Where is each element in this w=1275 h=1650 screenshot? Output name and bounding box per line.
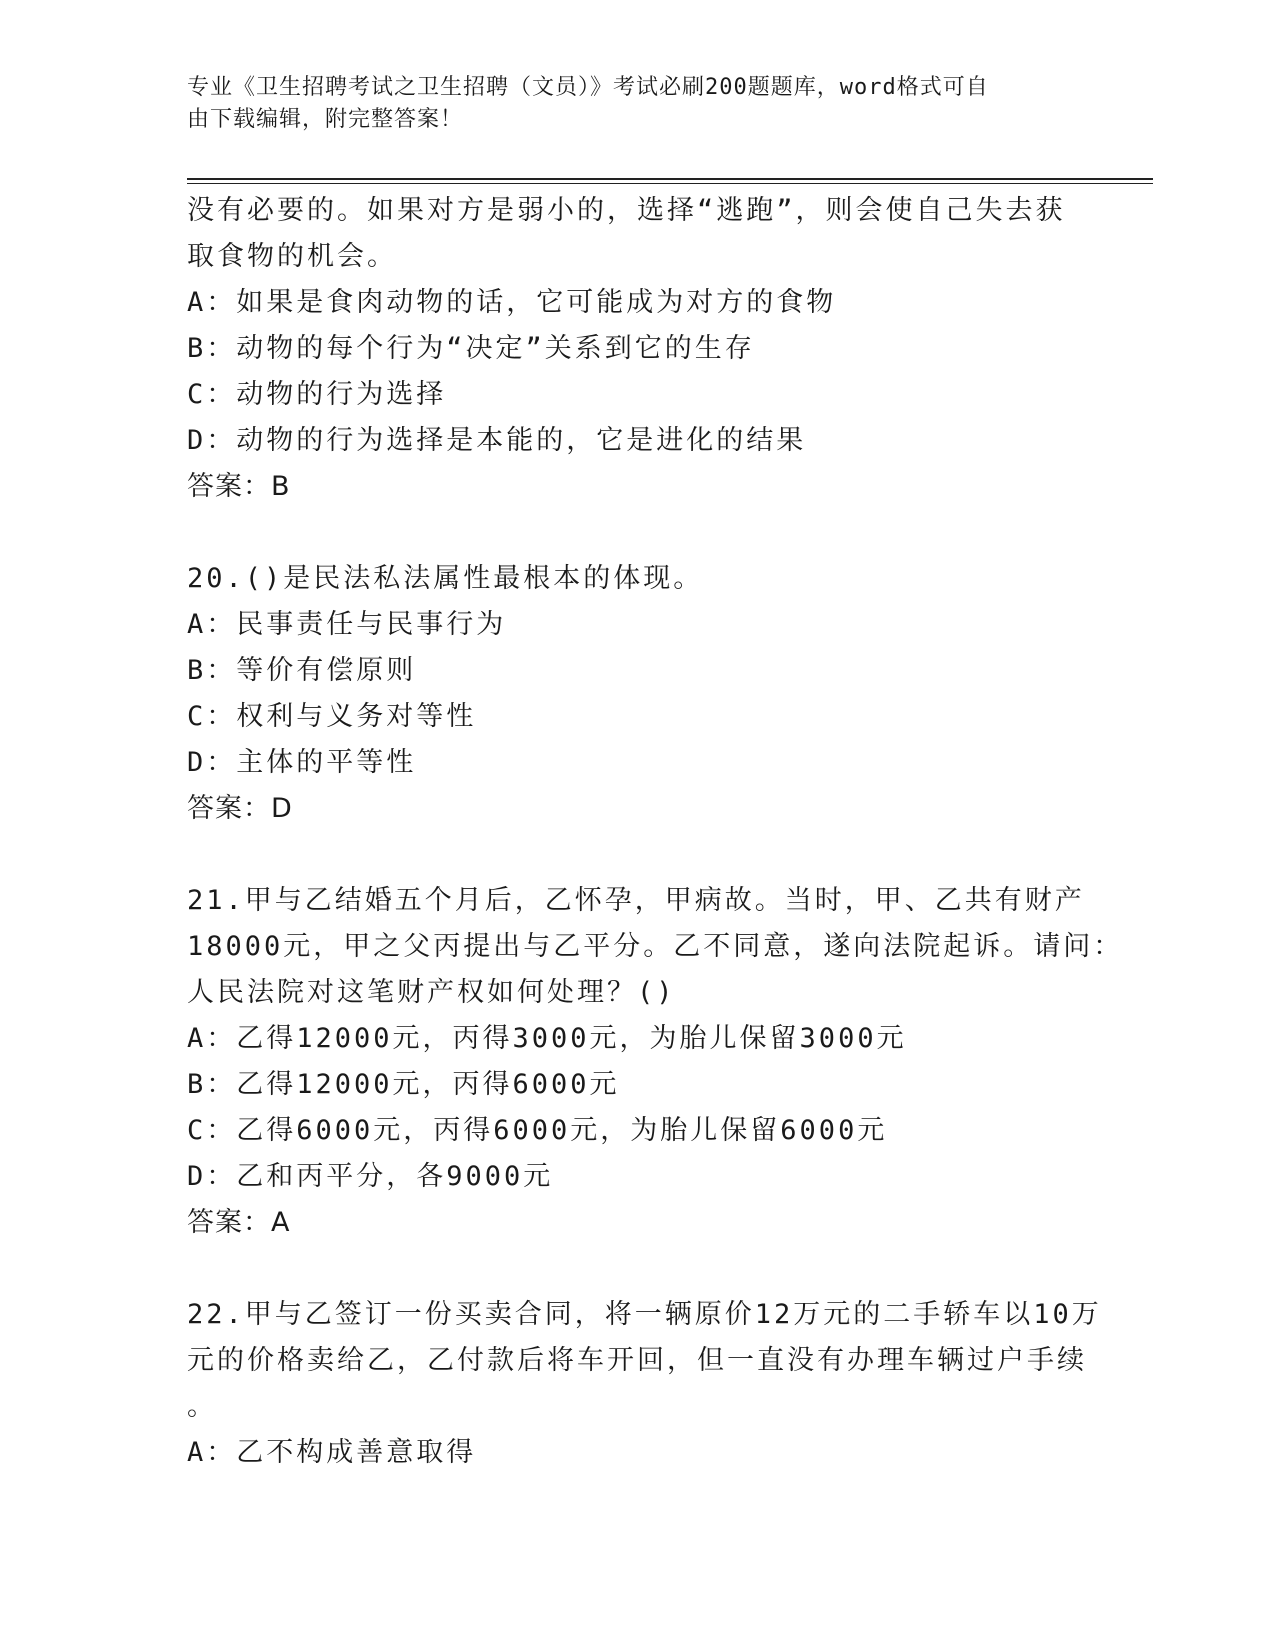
question-text-line: 21.甲与乙结婚五个月后，乙怀孕，甲病故。当时，甲、乙共有财产 [187,885,1085,916]
question-20 [187,556,1087,832]
option-a: A：乙不构成善意取得 [187,1437,477,1468]
option-d: D：乙和丙平分，各9000元 [187,1161,554,1192]
answer-line: 答案：A [187,1207,291,1238]
option-a: A：如果是食肉动物的话，它可能成为对方的食物 [187,287,837,318]
answer-line: 答案：B [187,471,291,502]
option-c: C：乙得6000元，丙得6000元，为胎儿保留6000元 [187,1115,888,1146]
question-text-line: 取食物的机会。 [187,241,397,272]
document-body [187,188,1124,1476]
answer-line: 答案：D [187,793,293,824]
question-text-line: 22.甲与乙签订一份买卖合同，将一辆原价12万元的二手轿车以10万 [187,1299,1102,1330]
question-21 [187,878,1124,1246]
option-b: B：乙得12000元，丙得6000元 [187,1069,620,1100]
question-text-line: 人民法院对这笔财产权如何处理？() [187,977,676,1008]
option-d: D：主体的平等性 [187,747,417,778]
option-b: B：动物的每个行为“决定”关系到它的生存 [187,333,755,364]
question-text-line: 没有必要的。如果对方是弱小的，选择“逃跑”，则会使自己失去获 [187,195,1066,226]
option-d: D：动物的行为选择是本能的，它是进化的结果 [187,425,807,456]
header-line-2: 由下载编辑，附完整答案！ [187,107,464,132]
header-rule-thick [187,178,1153,180]
option-a: A：民事责任与民事行为 [187,609,507,640]
header-line-1: 专业《卫生招聘考试之卫生招聘（文员）》考试必刷200题题库，word格式可自 [187,75,989,100]
option-c: C：动物的行为选择 [187,379,447,410]
question-text-line: 。 [187,1391,217,1422]
question-19-continued [187,188,1087,510]
document-header [187,72,1087,136]
question-text-line: 元的价格卖给乙，乙付款后将车开回，但一直没有办理车辆过户手续 [187,1345,1087,1376]
question-text-line: 20.()是民法私法属性最根本的体现。 [187,563,704,594]
spacer [187,510,1087,556]
option-b: B：等价有偿原则 [187,655,417,686]
option-c: C：权利与义务对等性 [187,701,477,732]
question-22 [187,1292,1102,1476]
spacer [187,832,1087,878]
option-a: A：乙得12000元，丙得3000元，为胎儿保留3000元 [187,1023,907,1054]
question-text-line: 18000元，甲之父丙提出与乙平分。乙不同意，遂向法院起诉。请问： [187,931,1124,962]
spacer [187,1246,1087,1292]
header-rule-thin [187,183,1153,184]
